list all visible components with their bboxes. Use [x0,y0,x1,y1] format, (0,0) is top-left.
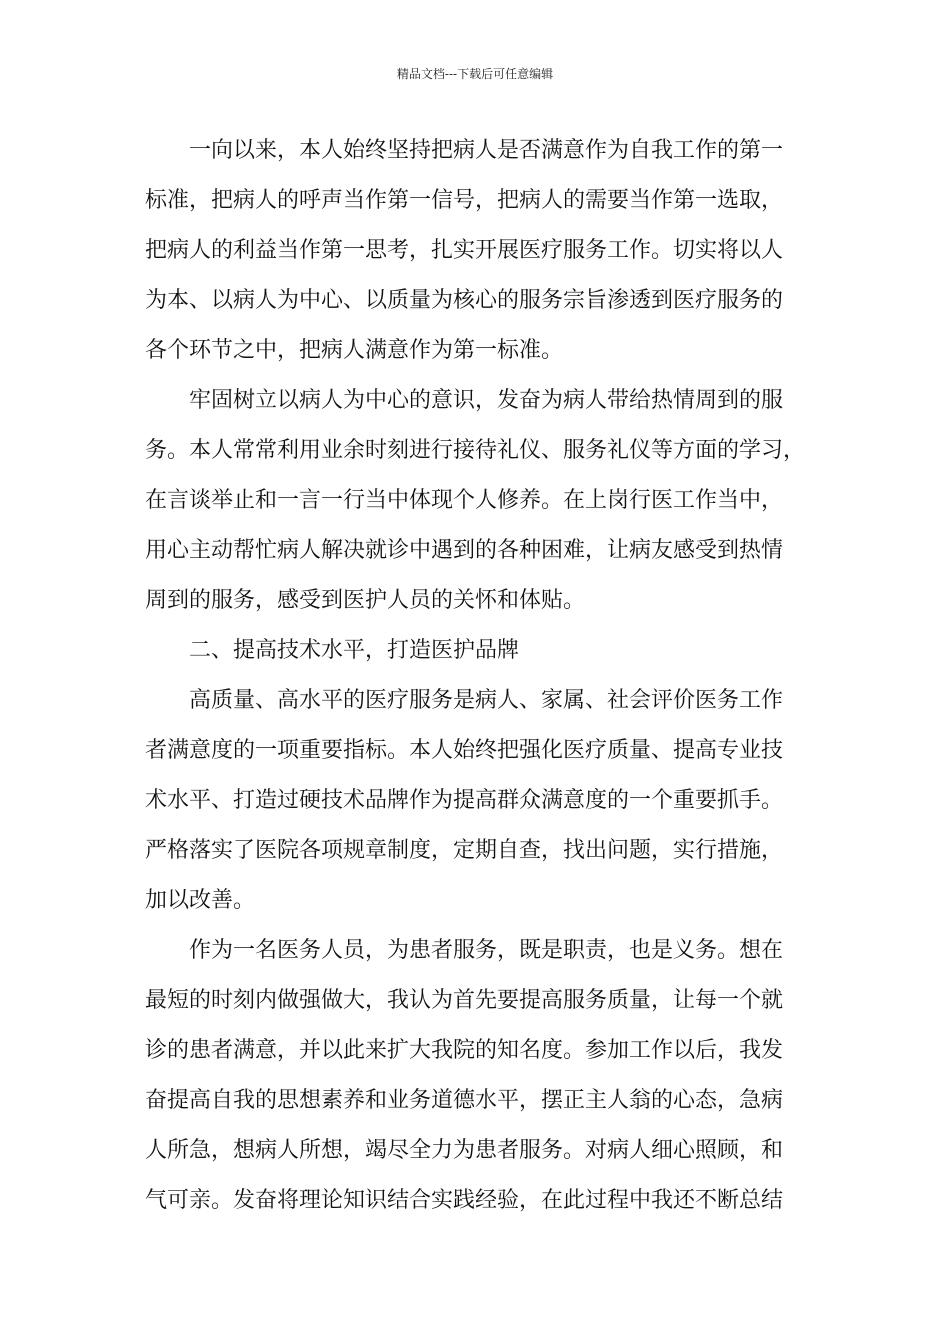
paragraph-2 [145,376,825,626]
text-line: 高质量、高水平的医疗服务是病人、家属、社会评价医务工作 [189,688,784,713]
text-line: 务。本人常常利用业余时刻进行接待礼仪、服务礼仪等方面的学习， [145,438,806,463]
text-line: 人所急，想病人所想，竭尽全力为患者服务。对病人细心照顾，和 [145,1138,784,1163]
paragraph-1 [145,126,825,376]
paragraph-3 [145,676,825,926]
text-line: 标准，把病人的呼声当作第一信号，把病人的需要当作第一选取， [145,188,784,213]
text-line: 者满意度的一项重要指标。本人始终把强化医疗质量、提高专业技 [145,738,784,763]
section-heading [145,626,825,676]
text-line: 为本、以病人为中心、以质量为核心的服务宗旨渗透到医疗服务的 [145,288,784,313]
text-line: 奋提高自我的思想素养和业务道德水平，摆正主人翁的心态，急病 [145,1088,784,1113]
text-line: 牢固树立以病人为中心的意识，发奋为病人带给热情周到的服 [189,388,784,413]
text-line: 在言谈举止和一言一行当中体现个人修养。在上岗行医工作当中， [145,488,784,513]
text-line: 各个环节之中，把病人满意作为第一标准。 [145,338,564,363]
text-line: 作为一名医务人员，为患者服务，既是职责，也是义务。想在 [189,938,784,963]
text-line: 一向以来，本人始终坚持把病人是否满意作为自我工作的第一 [189,138,784,163]
text-line: 用心主动帮忙病人解决就诊中遇到的各种困难，让病友感受到热情 [145,538,784,563]
text-line: 把病人的利益当作第一思考，扎实开展医疗服务工作。切实将以人 [145,238,784,263]
text-line: 严格落实了医院各项规章制度，定期自查，找出问题，实行措施， [145,838,784,863]
text-line: 加以改善。 [145,888,256,913]
text-line: 最短的时刻内做强做大，我认为首先要提高服务质量，让每一个就 [145,988,784,1013]
text-line: 气可亲。发奋将理论知识结合实践经验，在此过程中我还不断总结 [145,1188,784,1213]
paragraph-4 [145,926,825,1226]
text-line: 诊的患者满意，并以此来扩大我院的知名度。参加工作以后，我发 [145,1038,784,1063]
text-line: 术水平、打造过硬技术品牌作为提高群众满意度的一个重要抓手。 [145,788,784,813]
page-header: 精品文档---下载后可任意编辑 [396,67,554,81]
heading-text: 二、提高技术水平，打造医护品牌 [189,638,520,663]
document-body [145,126,825,1226]
text-line: 周到的服务，感受到医护人员的关怀和体贴。 [145,588,586,613]
